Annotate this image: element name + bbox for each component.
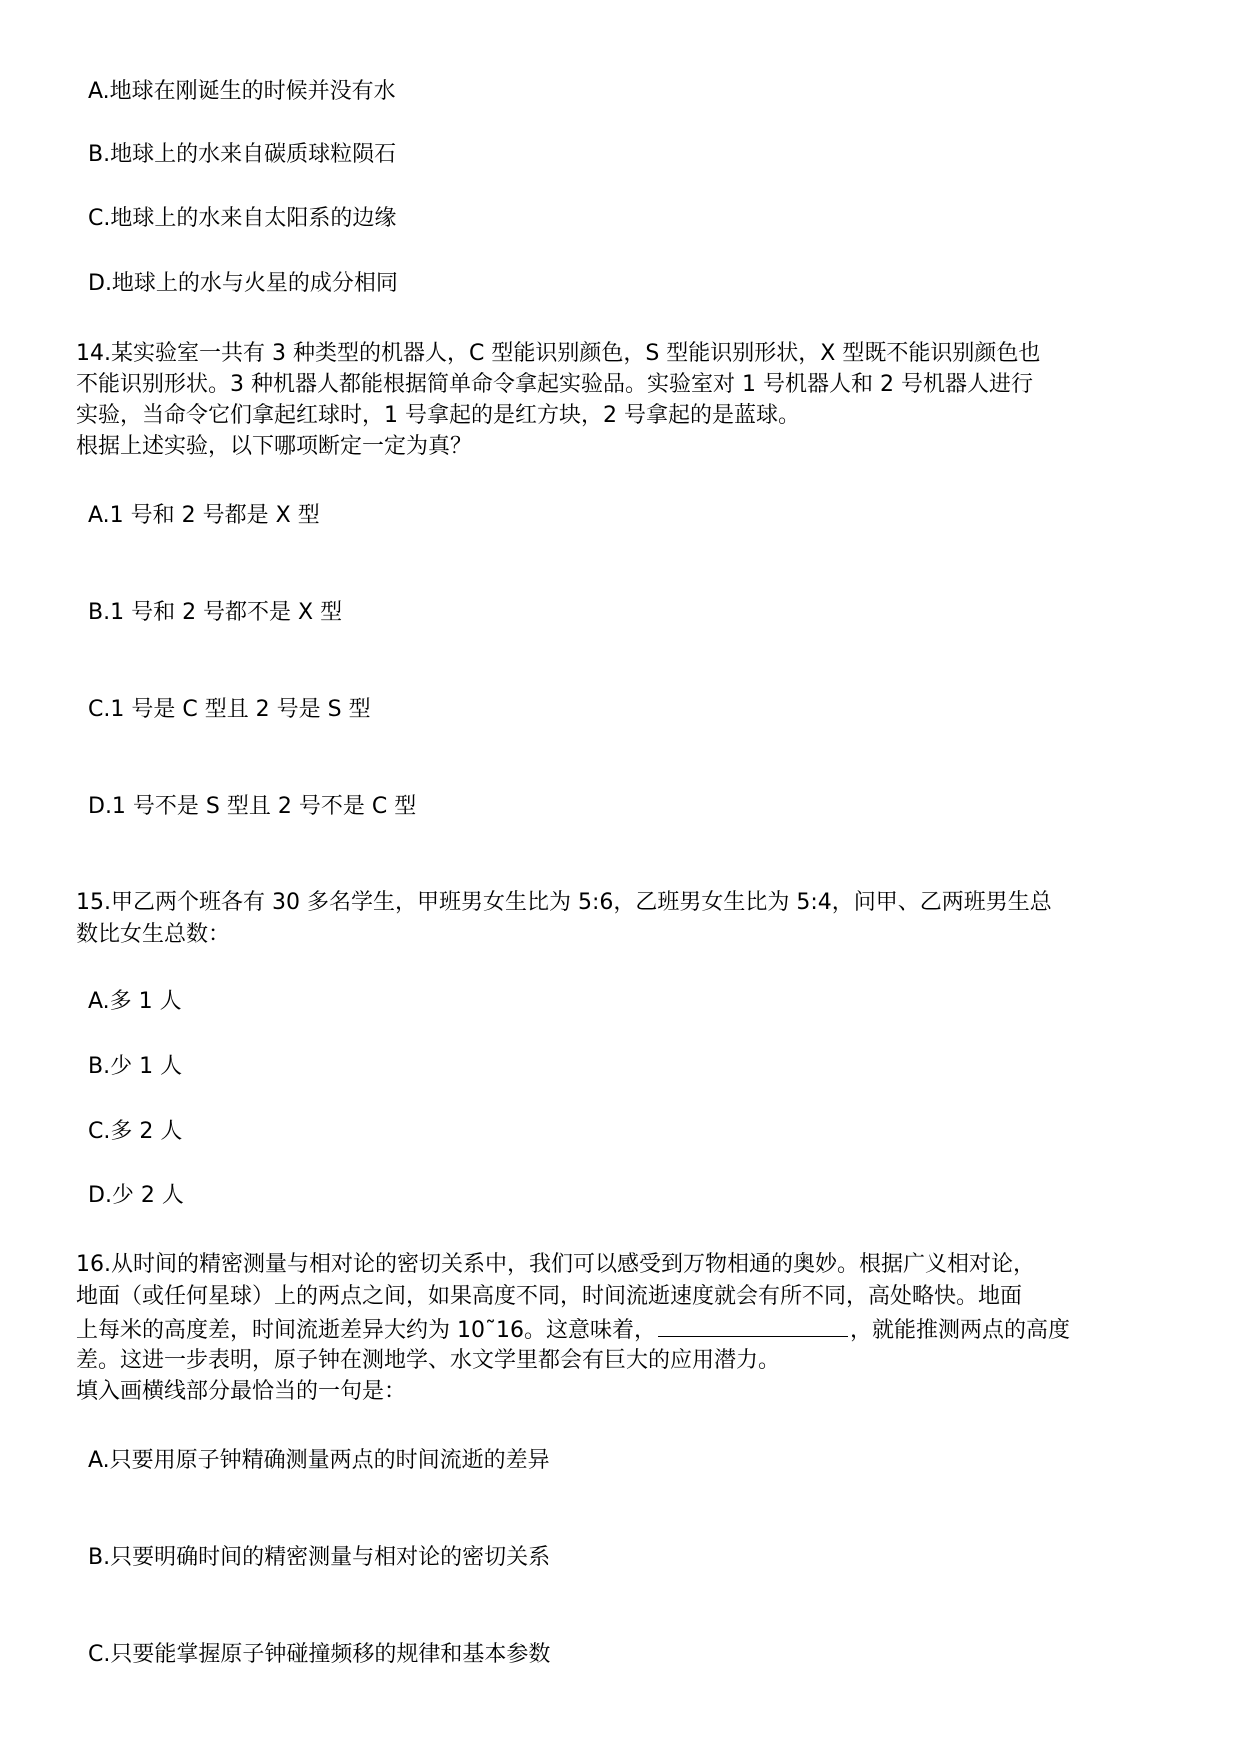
q16-stem-line-5: 填入画横线部分最恰当的一句是： bbox=[76, 1379, 407, 1404]
q14-stem-line-3: 实验，当命令它们拿起红球时，1 号拿起的是红方块，2 号拿起的是蓝球。 bbox=[76, 403, 800, 428]
q16-stem-line-3-before: 上每米的高度差，时间流逝差异大约为 10˜16。这意味着， bbox=[76, 1318, 656, 1343]
q15-stem-line-1: 15.甲乙两个班各有 30 多名学生，甲班男女生比为 5:6，乙班男女生比为 5:4，问甲、乙两班男生总 bbox=[76, 890, 1052, 915]
q13-option-b: B.地球上的水来自碳质球粒陨石 bbox=[88, 142, 397, 167]
q16-option-b: B.只要明确时间的精密测量与相对论的密切关系 bbox=[88, 1545, 551, 1570]
q14-stem-line-2: 不能识别形状。3 种机器人都能根据简单命令拿起实验品。实验室对 1 号机器人和 2 号机器人进行 bbox=[76, 372, 1033, 397]
q16-stem-line-3 bbox=[76, 1314, 1070, 1346]
q14-option-a: A.1 号和 2 号都是 X 型 bbox=[88, 503, 320, 528]
q14-stem-line-4: 根据上述实验，以下哪项断定一定为真？ bbox=[76, 434, 473, 459]
q16-stem-line-3-after: ，就能推测两点的高度 bbox=[849, 1318, 1070, 1343]
q13-option-c: C.地球上的水来自太阳系的边缘 bbox=[88, 206, 397, 231]
q15-option-c: C.多 2 人 bbox=[88, 1119, 183, 1144]
q16-stem-line-4: 差。这进一步表明，原子钟在测地学、水文学里都会有巨大的应用潜力。 bbox=[76, 1348, 781, 1373]
fill-in-blank bbox=[658, 1314, 848, 1337]
q16-stem-line-2: 地面（或任何星球）上的两点之间，如果高度不同，时间流逝速度就会有所不同，高处略快。地面 bbox=[76, 1284, 1023, 1309]
q13-option-a: A.地球在刚诞生的时候并没有水 bbox=[88, 79, 396, 104]
q15-option-a: A.多 1 人 bbox=[88, 989, 182, 1014]
q14-option-c: C.1 号是 C 型且 2 号是 S 型 bbox=[88, 697, 371, 722]
q13-option-d: D.地球上的水与火星的成分相同 bbox=[88, 271, 398, 296]
q15-stem-line-2: 数比女生总数： bbox=[76, 922, 231, 947]
q15-option-b: B.少 1 人 bbox=[88, 1054, 183, 1079]
q14-option-d: D.1 号不是 S 型且 2 号不是 C 型 bbox=[88, 794, 417, 819]
q16-option-c: C.只要能掌握原子钟碰撞频移的规律和基本参数 bbox=[88, 1642, 551, 1667]
q16-stem-line-1: 16.从时间的精密测量与相对论的密切关系中，我们可以感受到万物相通的奥妙。根据广义相对论， bbox=[76, 1252, 1035, 1277]
q14-option-b: B.1 号和 2 号都不是 X 型 bbox=[88, 600, 343, 625]
q14-stem-line-1: 14.某实验室一共有 3 种类型的机器人，C 型能识别颜色，S 型能识别形状，X 型既不能识别颜色也 bbox=[76, 341, 1041, 366]
q16-option-a: A.只要用原子钟精确测量两点的时间流逝的差异 bbox=[88, 1448, 550, 1473]
q15-option-d: D.少 2 人 bbox=[88, 1183, 184, 1208]
